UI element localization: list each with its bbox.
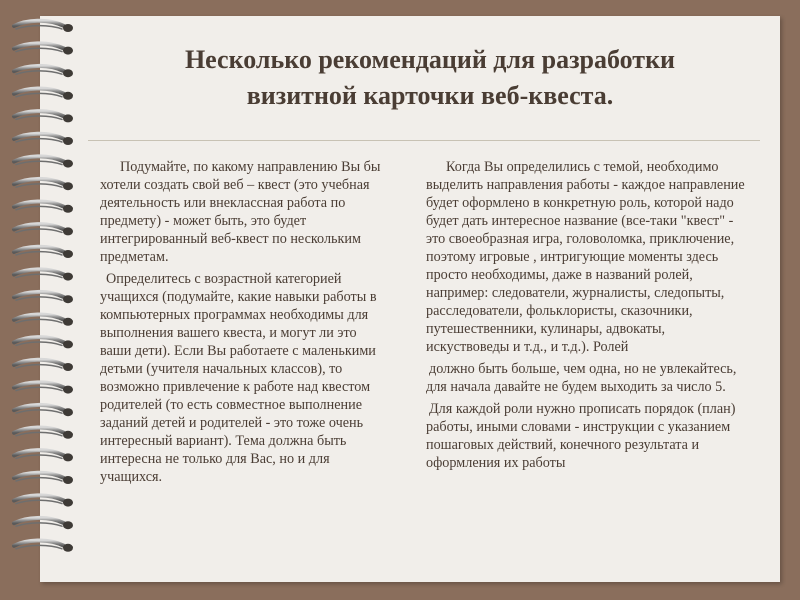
title-line-1: Несколько рекомендаций для разработки <box>184 45 676 74</box>
right-paragraph-3: Для каждой роли нужно прописать порядок (план) работы, иными словами - инструкции с указанием пошаговых действий, конечного результата и оформления их работы <box>426 401 736 471</box>
spiral-ring <box>14 134 73 145</box>
spiral-ring <box>14 495 73 506</box>
spiral-ring <box>14 473 73 484</box>
right-paragraph-2: должно быть больше, чем одна, но не увлекайтесь, для начала давайте не будем выходить за число 5. <box>426 361 737 395</box>
left-paragraph-2: Определитесь с возрастной категорией учащихся (подумайте, какие навыки работы в компьютерных программах необходимы для выполнения вашего квеста, и могут ли это ваши дети). Если Вы работаете с маленькими детьми (учителя начальных классов), то возможно привлечение к работе над квестом родителей (то есть совместное выполнение заданий детей и родителей - это тоже очень интересный вариант). Тема должна быть интересна не только для Вас, но и для учащихся. <box>100 271 377 485</box>
spiral-ring <box>14 247 73 258</box>
spiral-ring <box>14 111 73 122</box>
spiral-ring <box>14 21 73 32</box>
spiral-ring <box>14 202 73 213</box>
spiral-ring <box>14 450 73 461</box>
spiral-ring <box>14 156 73 167</box>
title-line-2: визитной карточки веб-квеста. <box>246 81 614 110</box>
spiral-ring <box>14 518 73 529</box>
spiral-ring <box>14 292 73 303</box>
right-paragraph-1: Когда Вы определились с темой, необходимо выделить направления работы - каждое направление будет оформлено в конкретную роль, которой надо будет дать интересное название (все-таки "квест" - это своеобразная игра, головоломка, приключение, поэтому игровые , интригующие моменты здесь просто необходимы, даже в названий ролей, например: следователи, журналисты, следопыты, расследователи, фольклористы, сказочники, путешественники, кулинары, адвокаты, искуствоведы и т.д., и т.д.). Ролей <box>426 159 745 355</box>
left-paragraph-1: Подумайте, по какому направлению Вы бы хотели создать свой веб – квест (это учебная деятельность или внеклассная работа по предмету) - может быть, это будет интегрированный веб-квест по нескольким предметам. <box>100 159 381 265</box>
spiral-ring <box>14 89 73 100</box>
left-text-column <box>100 158 390 490</box>
title-divider <box>88 140 760 141</box>
spiral-ring <box>14 405 73 416</box>
spiral-ring <box>14 315 73 326</box>
slide-title <box>100 42 760 114</box>
spiral-ring <box>14 224 73 235</box>
spiral-ring <box>14 382 73 393</box>
spiral-ring <box>14 66 73 77</box>
spiral-ring <box>14 428 73 439</box>
spiral-binding-icon <box>8 18 78 578</box>
spiral-ring <box>14 337 73 348</box>
spiral-ring <box>14 541 73 552</box>
spiral-ring <box>14 43 73 54</box>
spiral-ring <box>14 179 73 190</box>
spiral-ring <box>14 360 73 371</box>
right-text-column <box>426 158 746 476</box>
spiral-ring <box>14 269 73 280</box>
